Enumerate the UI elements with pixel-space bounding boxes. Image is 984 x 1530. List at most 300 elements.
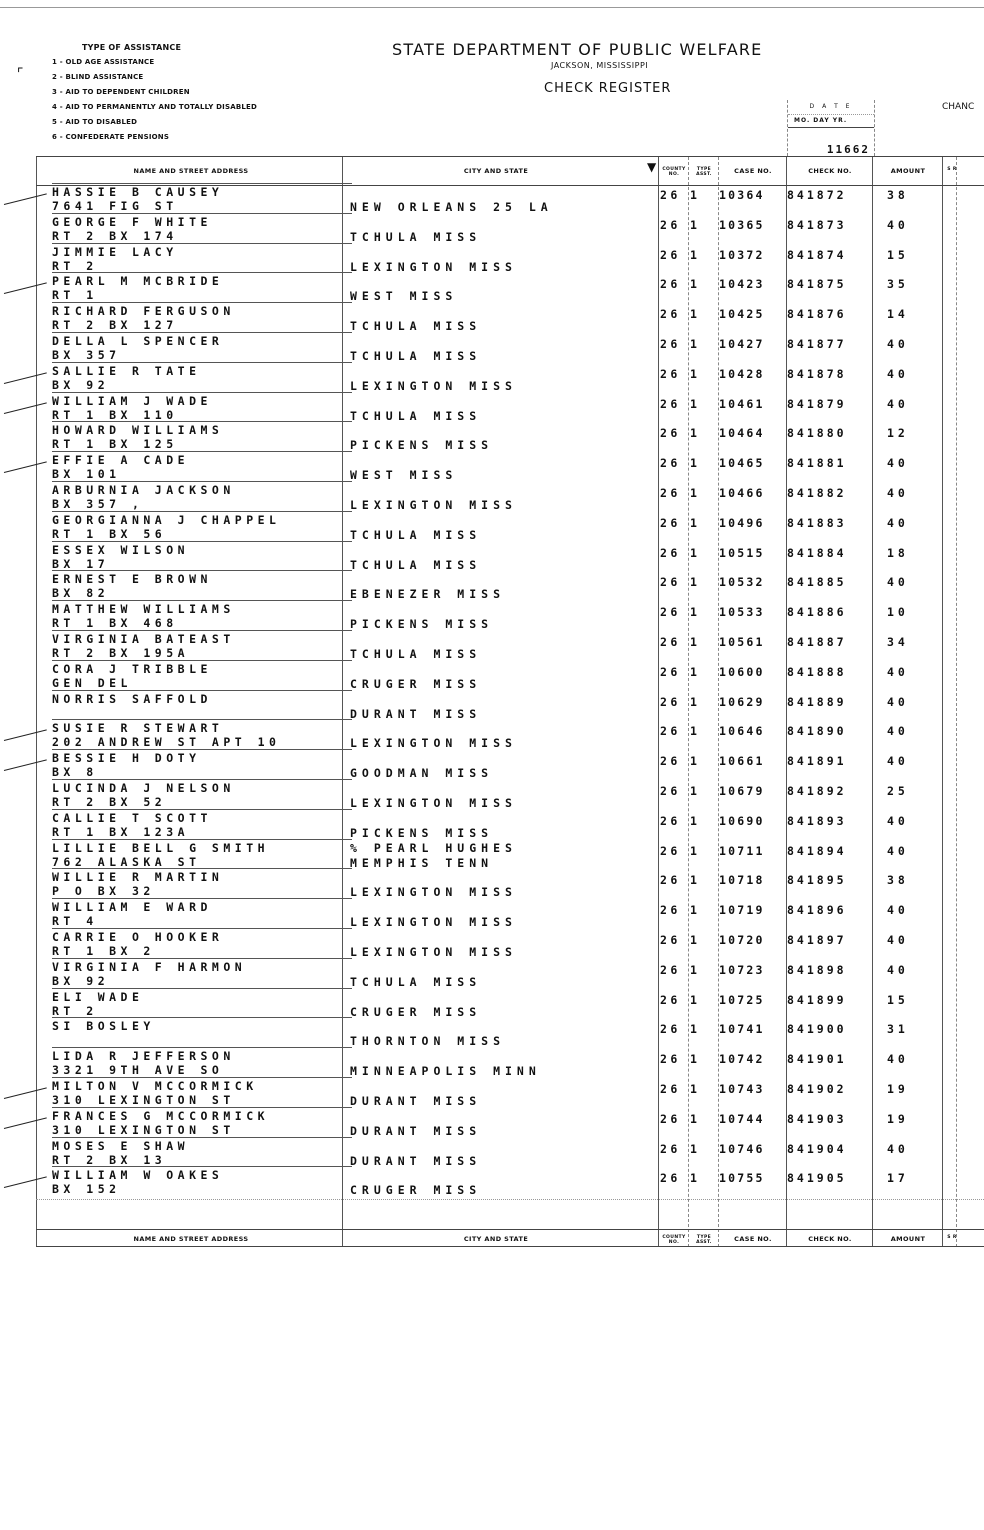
amount: 19 (887, 1082, 909, 1096)
col-header-amount: AMOUNT (890, 167, 926, 175)
recipient-city: DURANT MISS (350, 1154, 482, 1168)
check-number: 841879 (787, 397, 847, 411)
recipient-name: FRANCES G MCCORMICK (52, 1109, 270, 1123)
recipient-name: ERNEST E BROWN (52, 572, 212, 586)
amount: 40 (887, 456, 909, 470)
county-number: 26 (660, 277, 681, 291)
recipient-city: LEXINGTON MISS (350, 498, 517, 512)
check-number: 841889 (787, 695, 847, 709)
recipient-city: PICKENS MISS (350, 438, 494, 452)
case-number: 10533 (719, 605, 765, 619)
check-number: 841899 (787, 993, 847, 1007)
assistance-type: 1 (690, 724, 697, 738)
table-row (52, 1050, 984, 1080)
assistance-type: 1 (690, 1082, 697, 1096)
chancery-label: CHANC (942, 102, 975, 112)
legend-item: 5 - AID TO DISABLED (52, 118, 138, 126)
recipient-name: VIRGINIA BATEAST (52, 632, 235, 646)
amount: 40 (887, 814, 909, 828)
row-divider (52, 719, 352, 720)
col-footer-check: CHECK NO. (808, 1235, 852, 1243)
county-number: 26 (660, 903, 681, 917)
amount: 14 (887, 307, 909, 321)
table-row (52, 484, 984, 514)
recipient-street: BX 357 , (52, 497, 144, 511)
recipient-city: EBENEZER MISS (350, 587, 506, 601)
assistance-type: 1 (690, 367, 697, 381)
assistance-type: 1 (690, 307, 697, 321)
county-number: 26 (660, 426, 681, 440)
recipient-name: WILLIAM W OAKES (52, 1168, 224, 1182)
recipient-city: TCHULA MISS (350, 409, 482, 423)
recipient-city: DURANT MISS (350, 707, 482, 721)
row-divider (52, 809, 352, 810)
assistance-legend (52, 40, 257, 145)
case-number: 10496 (719, 516, 765, 530)
recipient-city: CRUGER MISS (350, 677, 482, 691)
recipient-city: WEST MISS (350, 468, 458, 482)
recipient-name: WILLIE R MARTIN (52, 870, 224, 884)
case-number: 10711 (719, 844, 765, 858)
check-number: 841883 (787, 516, 847, 530)
assistance-type: 1 (690, 844, 697, 858)
table-row (52, 424, 984, 454)
county-number: 26 (660, 844, 681, 858)
table-row (52, 871, 984, 901)
col-header-city: CITY AND STATE (463, 167, 529, 175)
case-number: 10532 (719, 575, 765, 589)
recipient-city: TCHULA MISS (350, 319, 482, 333)
table-row (52, 514, 984, 544)
page-title: STATE DEPARTMENT OF PUBLIC WELFARE (392, 40, 763, 59)
table-row (52, 722, 984, 752)
amount: 40 (887, 218, 909, 232)
row-divider (52, 1017, 352, 1018)
recipient-street: RT 1 BX 468 (52, 616, 178, 630)
case-number: 10461 (719, 397, 765, 411)
check-number: 841873 (787, 218, 847, 232)
check-number: 841890 (787, 724, 847, 738)
assistance-type: 1 (690, 456, 697, 470)
case-number: 10423 (719, 277, 765, 291)
col-header-county: COUNTY NO. (662, 167, 686, 177)
check-number: 841881 (787, 456, 847, 470)
amount: 40 (887, 1142, 909, 1156)
amount: 40 (887, 1052, 909, 1066)
case-number: 10718 (719, 873, 765, 887)
county-number: 26 (660, 1112, 681, 1126)
case-number: 10742 (719, 1052, 765, 1066)
table-row (52, 335, 984, 365)
county-number: 26 (660, 516, 681, 530)
recipient-street: RT 1 BX 123A (52, 825, 190, 839)
legend-item: 1 - OLD AGE ASSISTANCE (52, 58, 155, 66)
case-number: 10561 (719, 635, 765, 649)
row-divider (52, 958, 352, 959)
check-number: 841884 (787, 546, 847, 560)
county-number: 26 (660, 784, 681, 798)
recipient-street: GEN DEL (52, 676, 132, 690)
recipient-name: ELI WADE (52, 990, 144, 1004)
assistance-type: 1 (690, 963, 697, 977)
table-row (52, 663, 984, 693)
check-number: 841878 (787, 367, 847, 381)
table-row (52, 961, 984, 991)
table-row (52, 275, 984, 305)
amount: 40 (887, 695, 909, 709)
row-divider (52, 928, 352, 929)
row-divider (52, 690, 352, 691)
row-divider (52, 779, 352, 780)
county-number: 26 (660, 635, 681, 649)
amount: 35 (887, 277, 909, 291)
amount: 40 (887, 963, 909, 977)
table-row (52, 573, 984, 603)
assistance-type: 1 (690, 1052, 697, 1066)
check-number: 841891 (787, 754, 847, 768)
legend-item: 2 - BLIND ASSISTANCE (52, 73, 144, 81)
check-number: 841893 (787, 814, 847, 828)
amount: 17 (887, 1171, 909, 1185)
recipient-name: ARBURNIA JACKSON (52, 483, 235, 497)
row-divider (52, 302, 352, 303)
county-number: 26 (660, 546, 681, 560)
legend-item: 3 - AID TO DEPENDENT CHILDREN (52, 88, 190, 96)
table-row (52, 305, 984, 335)
row-divider (52, 570, 352, 571)
amount: 31 (887, 1022, 909, 1036)
row-divider (52, 660, 352, 661)
case-number: 10428 (719, 367, 765, 381)
column-arrow-icon: ▼ (647, 160, 657, 174)
row-divider (52, 1047, 352, 1048)
check-number: 841897 (787, 933, 847, 947)
county-number: 26 (660, 486, 681, 500)
county-number: 26 (660, 665, 681, 679)
county-number: 26 (660, 1142, 681, 1156)
recipient-street: BX 101 (52, 467, 121, 481)
recipient-name: LIDA R JEFFERSON (52, 1049, 235, 1063)
date-box (787, 100, 875, 156)
recipient-street: 310 LEXINGTON ST (52, 1093, 235, 1107)
date-value: 11662 (826, 143, 870, 156)
assistance-type: 1 (690, 546, 697, 560)
assistance-type: 1 (690, 635, 697, 649)
check-number: 841888 (787, 665, 847, 679)
col-footer-case: CASE NO. (734, 1235, 772, 1243)
county-number: 26 (660, 337, 681, 351)
county-number: 26 (660, 963, 681, 977)
assistance-type: 1 (690, 337, 697, 351)
table-row (52, 603, 984, 633)
amount: 40 (887, 486, 909, 500)
recipient-name: RICHARD FERGUSON (52, 304, 235, 318)
recipient-name: SALLIE R TATE (52, 364, 201, 378)
recipient-street: BX 357 (52, 348, 121, 362)
recipient-city: WEST MISS (350, 289, 458, 303)
county-number: 26 (660, 695, 681, 709)
recipient-city: MINNEAPOLIS MINN (350, 1064, 541, 1078)
assistance-type: 1 (690, 933, 697, 947)
table-row (52, 752, 984, 782)
assistance-type: 1 (690, 695, 697, 709)
county-number: 26 (660, 248, 681, 262)
amount: 38 (887, 873, 909, 887)
footer-rule (36, 1229, 984, 1230)
check-number: 841875 (787, 277, 847, 291)
recipient-city: LEXINGTON MISS (350, 379, 517, 393)
amount: 40 (887, 516, 909, 530)
recipient-name: BESSIE H DOTY (52, 751, 201, 765)
case-number: 10725 (719, 993, 765, 1007)
case-number: 10646 (719, 724, 765, 738)
county-number: 26 (660, 367, 681, 381)
col-footer-amount: AMOUNT (890, 1235, 926, 1243)
recipient-name: SUSIE R STEWART (52, 721, 224, 735)
case-number: 10743 (719, 1082, 765, 1096)
check-number: 841896 (787, 903, 847, 917)
amount: 40 (887, 844, 909, 858)
amount: 10 (887, 605, 909, 619)
case-number: 10755 (719, 1171, 765, 1185)
assistance-type: 1 (690, 188, 697, 202)
amount: 40 (887, 575, 909, 589)
amount: 15 (887, 993, 909, 1007)
corner-mark: ⌜ (17, 66, 24, 82)
county-number: 26 (660, 218, 681, 232)
bottom-rule (36, 1246, 984, 1247)
recipient-name: CARRIE O HOOKER (52, 930, 224, 944)
table-row (52, 216, 984, 246)
recipient-city: LEXINGTON MISS (350, 915, 517, 929)
check-number: 841877 (787, 337, 847, 351)
legend-item: 6 - CONFEDERATE PENSIONS (52, 133, 170, 141)
county-number: 26 (660, 1171, 681, 1185)
table-row (52, 633, 984, 663)
recipient-street: 3321 9TH AVE SO (52, 1063, 224, 1077)
case-number: 10690 (719, 814, 765, 828)
county-number: 26 (660, 605, 681, 619)
recipient-street: RT 2 BX 13 (52, 1153, 167, 1167)
check-number: 841880 (787, 426, 847, 440)
table-row (52, 1020, 984, 1050)
legend-title: TYPE OF ASSISTANCE (82, 43, 182, 52)
recipient-name: NORRIS SAFFOLD (52, 692, 212, 706)
row-divider (52, 362, 352, 363)
table-row (52, 1080, 984, 1110)
check-number: 841900 (787, 1022, 847, 1036)
col-header-case: CASE NO. (734, 167, 772, 175)
row-divider (52, 392, 352, 393)
row-divider (52, 243, 352, 244)
recipient-street: RT 2 (52, 1004, 98, 1018)
assistance-type: 1 (690, 516, 697, 530)
case-number: 10364 (719, 188, 765, 202)
assistance-type: 1 (690, 993, 697, 1007)
assistance-type: 1 (690, 1142, 697, 1156)
amount: 40 (887, 337, 909, 351)
case-number: 10466 (719, 486, 765, 500)
recipient-name: MOSES E SHAW (52, 1139, 190, 1153)
recipient-name: MATTHEW WILLIAMS (52, 602, 235, 616)
amount: 15 (887, 248, 909, 262)
row-divider (52, 183, 352, 184)
county-number: 26 (660, 1082, 681, 1096)
recipient-city: LEXINGTON MISS (350, 796, 517, 810)
recipient-city: TCHULA MISS (350, 230, 482, 244)
check-number: 841901 (787, 1052, 847, 1066)
case-number: 10629 (719, 695, 765, 709)
recipient-city: TCHULA MISS (350, 647, 482, 661)
row-divider (52, 511, 352, 512)
case-number: 10427 (719, 337, 765, 351)
table-row (52, 1169, 984, 1199)
assistance-type: 1 (690, 754, 697, 768)
recipient-city: CRUGER MISS (350, 1005, 482, 1019)
recipient-city: LEXINGTON MISS (350, 945, 517, 959)
amount: 19 (887, 1112, 909, 1126)
recipient-name: CALLIE T SCOTT (52, 811, 212, 825)
recipient-name: ESSEX WILSON (52, 543, 190, 557)
assistance-type: 1 (690, 873, 697, 887)
col-header-flags: S R (947, 167, 957, 172)
amount: 40 (887, 724, 909, 738)
recipient-street: RT 2 BX 52 (52, 795, 167, 809)
amount: 12 (887, 426, 909, 440)
row-divider (52, 988, 352, 989)
recipient-name: PEARL M MCBRIDE (52, 274, 224, 288)
check-number: 841904 (787, 1142, 847, 1156)
case-number: 10679 (719, 784, 765, 798)
col-footer-type: TYPE ASST. (696, 1235, 712, 1245)
check-number: 841892 (787, 784, 847, 798)
county-number: 26 (660, 873, 681, 887)
county-number: 26 (660, 724, 681, 738)
check-number: 841902 (787, 1082, 847, 1096)
case-number: 10719 (719, 903, 765, 917)
case-number: 10425 (719, 307, 765, 321)
county-number: 26 (660, 1052, 681, 1066)
amount: 25 (887, 784, 909, 798)
col-footer-city: CITY AND STATE (463, 1235, 529, 1243)
col-footer-flags: S R (947, 1235, 957, 1240)
table-row (52, 1110, 984, 1140)
recipient-name: GEORGIANNA J CHAPPEL (52, 513, 281, 527)
case-number: 10741 (719, 1022, 765, 1036)
recipient-city: TCHULA MISS (350, 975, 482, 989)
table-row (52, 782, 984, 812)
recipient-street: BX 17 (52, 557, 110, 571)
col-header-name: NAME AND STREET ADDRESS (133, 167, 249, 175)
assistance-type: 1 (690, 665, 697, 679)
recipient-name: CORA J TRIBBLE (52, 662, 212, 676)
recipient-name: HOWARD WILLIAMS (52, 423, 224, 437)
recipient-street: P O BX 32 (52, 884, 155, 898)
amount: 34 (887, 635, 909, 649)
assistance-type: 1 (690, 248, 697, 262)
row-divider (52, 1077, 352, 1078)
col-header-check: CHECK NO. (808, 167, 852, 175)
recipient-name: DELLA L SPENCER (52, 334, 224, 348)
row-divider (52, 868, 352, 869)
amount: 40 (887, 933, 909, 947)
row-divider (52, 481, 352, 482)
recipient-city: PICKENS MISS (350, 826, 494, 840)
county-number: 26 (660, 575, 681, 589)
recipient-street: BX 92 (52, 974, 110, 988)
recipient-street: RT 2 BX 127 (52, 318, 178, 332)
recipient-street: RT 1 BX 110 (52, 408, 178, 422)
row-divider (52, 600, 352, 601)
row-divider (52, 630, 352, 631)
check-number: 841886 (787, 605, 847, 619)
county-number: 26 (660, 397, 681, 411)
row-divider (52, 213, 352, 214)
row-divider (52, 749, 352, 750)
date-columns: MO. DAY YR. (788, 115, 874, 128)
assistance-type: 1 (690, 486, 697, 500)
recipient-name: WILLIAM J WADE (52, 394, 212, 408)
check-number: 841882 (787, 486, 847, 500)
case-number: 10600 (719, 665, 765, 679)
assistance-type: 1 (690, 426, 697, 440)
page-subtitle: JACKSON, MISSISSIPPI (551, 61, 649, 70)
row-divider (52, 1166, 352, 1167)
county-number: 26 (660, 307, 681, 321)
check-number: 841903 (787, 1112, 847, 1126)
row-divider (52, 332, 352, 333)
row-divider (52, 898, 352, 899)
recipient-name: MILTON V MCCORMICK (52, 1079, 258, 1093)
assistance-type: 1 (690, 814, 697, 828)
row-divider (52, 1137, 352, 1138)
recipient-street: RT 1 BX 56 (52, 527, 167, 541)
table-row (52, 812, 984, 842)
col-footer-name: NAME AND STREET ADDRESS (133, 1235, 249, 1243)
check-number: 841898 (787, 963, 847, 977)
row-divider (52, 421, 352, 422)
recipient-city: DURANT MISS (350, 1094, 482, 1108)
date-label: D A T E (788, 100, 874, 115)
case-number: 10744 (719, 1112, 765, 1126)
recipient-city: LEXINGTON MISS (350, 736, 517, 750)
case-number: 10372 (719, 248, 765, 262)
recipient-city: CRUGER MISS (350, 1183, 482, 1197)
table-row (52, 365, 984, 395)
case-number: 10723 (719, 963, 765, 977)
assistance-type: 1 (690, 1171, 697, 1185)
county-number: 26 (660, 993, 681, 1007)
legend-item: 4 - AID TO PERMANENTLY AND TOTALLY DISABLED (52, 103, 258, 111)
assistance-type: 1 (690, 218, 697, 232)
page-top-edge (0, 0, 984, 8)
table-row (52, 186, 984, 216)
amount: 40 (887, 903, 909, 917)
recipient-city: NEW ORLEANS 25 LA (350, 200, 553, 214)
amount: 38 (887, 188, 909, 202)
case-number: 10465 (719, 456, 765, 470)
check-number: 841895 (787, 873, 847, 887)
col-header-type: TYPE ASST. (696, 167, 712, 177)
recipient-street: RT 2 BX 195A (52, 646, 190, 660)
table-row (52, 901, 984, 931)
recipient-city: LEXINGTON MISS (350, 260, 517, 274)
assistance-type: 1 (690, 397, 697, 411)
recipient-city: TCHULA MISS (350, 528, 482, 542)
assistance-type: 1 (690, 784, 697, 798)
recipient-city: TCHULA MISS (350, 558, 482, 572)
recipient-street: RT 1 (52, 288, 98, 302)
